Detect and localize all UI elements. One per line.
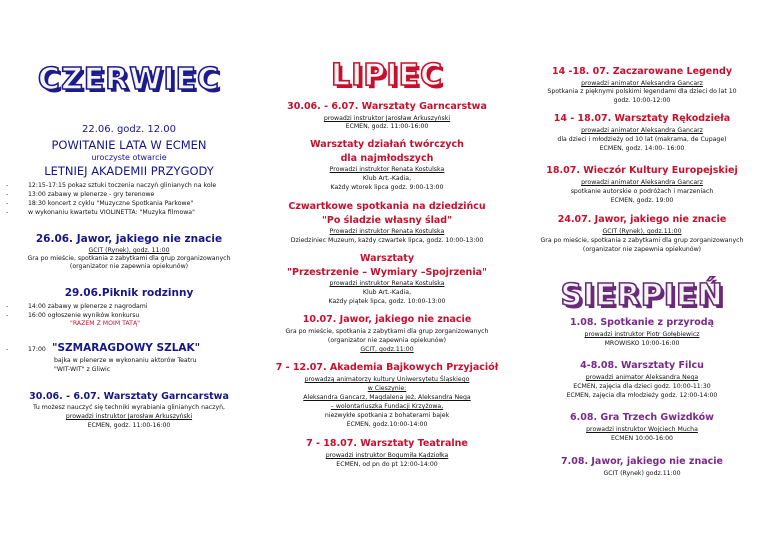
jawor-title: 7.08. Jawor, jakiego nie znacie <box>561 456 723 467</box>
przyroda-place: MROWISKO 10:00-16:00 <box>604 340 680 347</box>
filc-leader: prowadzi animator Aleksandra Nega <box>585 374 699 381</box>
list-item: - 13:00 zabawy w plenerze - gry terenowe <box>28 190 254 199</box>
jawor-note: (organizator nie zapewnia opiekunów) <box>69 263 189 270</box>
list-item: - 18:30 koncert z cyklu "Muzyczne Spotkania Parkowe" <box>28 199 254 208</box>
list-item-cont: - w wykonaniu kwartetu VIOLINETTA: "Muzyka filmowa" <box>28 208 254 217</box>
bajk-leader2: w Cieszynie: <box>367 385 407 392</box>
jawor-title: 10.07. Jawor, jakiego nie znacie <box>302 314 472 325</box>
dzialan-place: Klub Art.-Kadia, <box>362 175 412 182</box>
czwartek-place: Dziedziniec Muzeum, każdy czwartek lipca, godz. 10:00-13:00 <box>290 237 484 244</box>
szmaragdowy-desc1: bajka w plenerze w wykonaniu aktorów Teatru <box>54 357 197 364</box>
opening-title: POWITANIE LATA W ECMEN <box>51 138 207 152</box>
garn-title: 30.06. - 6.07. Warsztaty Garncarstwa <box>29 391 229 402</box>
czwartek-title1: Czwartkowe spotkania na dziedzińcu <box>288 201 486 212</box>
euro-leader: prowadzi animator Aleksandra Gancarz <box>581 179 703 186</box>
teatr-title: 7 - 18.07. Warsztaty Teatralne <box>306 438 468 449</box>
month-title-sierpien: SIERPIEŃ <box>560 278 724 313</box>
month-title-czerwiec: CZERWIEC <box>37 62 221 97</box>
garn-place: ECMEN, godz. 11:00-16:00 <box>345 123 429 130</box>
rek-desc: dla dzieci i młodzieży od 10 lat (makrama, de Cupage) <box>557 136 727 143</box>
piknik-list <box>28 302 254 320</box>
filc-place2: ECMEN, zajęcia dla młodzieży godz. 12:00-14:00 <box>566 392 718 399</box>
jawor-desc: Gra po mieście, spotkania z zabytkami dla grup zorganizowanych <box>540 237 744 244</box>
garn-title: 30.06. - 6.07. Warsztaty Garncarstwa <box>287 101 487 112</box>
opening-title2: LETNIEJ AKADEMII PRZYGODY <box>44 164 214 178</box>
bajk-desc: niezwykłe spotkania z bohaterami bajek <box>324 412 450 419</box>
przes-title2: "Przestrzenie – Wymiary –Spojrzenia" <box>287 267 487 278</box>
legend-desc: Spotkania z pięknymi polskimi legendami dla dzieci do lat 10 <box>547 88 737 95</box>
czwartek-leader: Prowadzi instruktor Renata Kostulska <box>329 228 445 235</box>
garn-leader: prowadzi instruktor Jarosław Arkuszyński <box>323 115 451 122</box>
teatr-leader: prowadzi instruktor Bogumiła Kądziołka <box>325 452 449 459</box>
dzialan-time: Każdy wtorek lipca godz. 9:00-13:00 <box>330 184 444 191</box>
jawor-desc: Gra po mieście, spotkania z zabytkami dla grup zorganizowanych <box>27 255 231 262</box>
jawor-desc: Gra po mieście, spotkania z zabytkami dla grup zorganizowanych <box>285 328 489 335</box>
bajk-leader: prowadzą animatorzy kultury Uniwersytetu Śląskiego <box>304 376 470 383</box>
jawor-place: GCIT (Rynek), godz. 11:00 <box>88 247 170 254</box>
bajk-names: Aleksandra Gancarz, Magdalena Jeż, Aleksandra Nega <box>303 394 471 401</box>
szmaragdowy-title: "SZMARAGDOWY SZLAK" <box>52 342 201 354</box>
szmaragdowy-time: 17:00 <box>28 346 46 353</box>
teatr-place: ECMEN, od pn do pt 12:00-14:00 <box>336 461 438 468</box>
list-item: - 12:15-17:15 pokaz sztuki toczenia naczyń glinianych na kole <box>28 181 254 190</box>
legend-title: 14 -18. 07. Zaczarowane Legendy <box>551 66 733 77</box>
piknik-title: 29.06.Piknik rodzinny <box>64 287 194 299</box>
opening-sub: uroczyste otwarcie <box>91 153 167 162</box>
jawor-note: (organizator nie zapewnia opiekunów) <box>582 246 702 253</box>
piknik-contest: "RAZEM Z MOIM TATĄ" <box>70 320 141 327</box>
rek-leader: prowadzi animator Aleksandra Gancarz <box>581 127 703 134</box>
list-item: - 14:00 zabawy w plenerze z nagrodami <box>28 302 254 311</box>
month-title-lipiec: LIPIEC <box>331 58 443 93</box>
dzialan-leader: Prowadzi instruktor Renata Kostulska <box>329 166 445 173</box>
gwizdek-leader: prowadzi instruktor Wojciech Mucha <box>586 426 698 433</box>
euro-title: 18.07. Wieczór Kultury Europejskiej <box>546 165 738 176</box>
garn-desc: Tu możesz nauczyć się techniki wyrabiania glinianych naczyń, <box>32 404 225 411</box>
filc-place1: ECMEN, zajęcia dla dzieci godz. 10:00-11:30 <box>573 383 711 390</box>
czwartek-title2: "Po śladzie własny ślad" <box>321 215 453 226</box>
szmaragdowy-desc2: "WIT-WIT" z Gliwic <box>54 366 111 373</box>
filc-title: 4-8.08. Warsztaty Filcu <box>580 360 704 371</box>
rek-place: ECMEN, godz. 14:00- 16:00 <box>599 145 685 152</box>
garn-leader: prowadzi instruktor Jarosław Arkuszyński <box>65 413 193 420</box>
garn-place: ECMEN, godz. 11:00-16:00 <box>87 422 171 429</box>
przyroda-title: 1.08. Spotkanie z przyrodą <box>569 317 715 328</box>
bajk-title: 7 - 12.07. Akademia Bajkowych Przyjaciół <box>275 362 499 373</box>
euro-desc: spotkanie autorskie o podróżach i marzeniach <box>570 188 714 195</box>
przes-leader: prowadzi instruktor Renata Kostulska <box>329 280 445 287</box>
list-item: - 16:00 ogłoszenie wyników konkursu <box>28 311 254 320</box>
szmaragdowy-dash: - <box>6 346 9 353</box>
jawor-title: 26.06. Jawor, jakiego nie znacie <box>35 233 223 245</box>
jawor-place: GCIT, godz.11:00 <box>360 346 414 353</box>
opening-list <box>28 181 254 217</box>
euro-place: ECMEN, godz. 19:00 <box>610 197 674 204</box>
rek-title: 14 - 18.07. Warsztaty Rękodzieła <box>553 113 731 124</box>
dzialan-title1: Warsztaty działań twórczych <box>310 139 464 150</box>
dzialan-title2: dla najmłodszych <box>340 153 434 164</box>
przes-time: Każdy piątek lipca, godz. 10:00-13:00 <box>328 298 446 305</box>
bajk-place: ECMEN, godz.10:00-14:00 <box>346 421 428 428</box>
legend-leader: prowadzi animator Aleksandra Gancarz <box>581 80 703 87</box>
przyroda-leader: prowadzi instruktor Piotr Gołębiewicz <box>584 331 700 338</box>
przes-title1: Warsztaty <box>359 253 415 264</box>
jawor-note: (organizator nie zapewnia opiekunów) <box>327 337 447 344</box>
opening-date: 22.06. godz. 12.00 <box>81 124 177 135</box>
bajk-names2: – wolontariuszka Fundacji Krzyżowa, <box>330 403 444 410</box>
jawor-place: GCIT (Rynek), godz.11:00 <box>602 228 682 235</box>
gwizdek-title: 6.08. Gra Trzech Gwizdków <box>570 412 714 423</box>
przes-place: Klub Art.-Kadia, <box>362 289 412 296</box>
gwizdek-place: ECMEN 10:00-16:00 <box>611 435 673 442</box>
jawor-place: GCIT (Rynek) godz.11:00 <box>603 470 681 477</box>
jawor-title: 24.07. Jawor, jakiego nie znacie <box>557 214 727 225</box>
legend-time: godz. 10:00-12:00 <box>613 97 671 104</box>
